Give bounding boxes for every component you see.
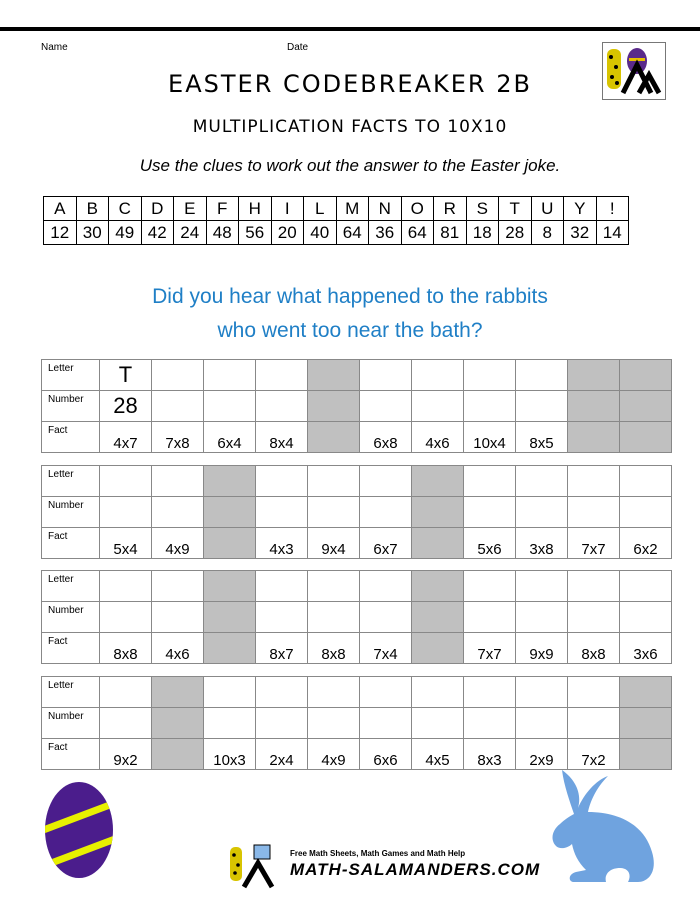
puzzle-fact-cell: 4x5 — [412, 739, 464, 770]
code-key-letter: R — [434, 197, 467, 221]
puzzle-number-cell[interactable] — [516, 708, 568, 739]
puzzle-number-cell[interactable] — [204, 708, 256, 739]
puzzle-grid — [41, 676, 672, 770]
puzzle-letter-cell[interactable] — [516, 677, 568, 708]
blank-space-cell — [204, 497, 256, 528]
puzzle-fact-cell: 4x7 — [100, 422, 152, 453]
puzzle-number-cell[interactable] — [464, 497, 516, 528]
puzzle-letter-cell[interactable] — [204, 677, 256, 708]
puzzle-letter-cell[interactable] — [620, 571, 672, 602]
puzzle-fact-cell: 4x6 — [412, 422, 464, 453]
row-label-fact: Fact — [42, 739, 100, 770]
code-key-letter: B — [76, 197, 109, 221]
code-key-number: 49 — [109, 221, 142, 245]
puzzle-fact-cell: 10x3 — [204, 739, 256, 770]
puzzle-letter-cell[interactable] — [360, 677, 412, 708]
code-key-letter: M — [336, 197, 369, 221]
code-key-number: 64 — [401, 221, 434, 245]
code-key-number: 8 — [531, 221, 564, 245]
puzzle-letter-cell[interactable] — [360, 466, 412, 497]
puzzle-number-cell[interactable] — [516, 497, 568, 528]
puzzle-letter-cell[interactable] — [100, 571, 152, 602]
puzzle-number-row — [42, 391, 672, 422]
row-label-letter: Letter — [42, 571, 100, 602]
blank-space-cell — [620, 422, 672, 453]
puzzle-letter-cell[interactable] — [464, 571, 516, 602]
puzzle-letter-row — [42, 571, 672, 602]
code-key-numbers-row — [44, 221, 629, 245]
puzzle-number-cell[interactable] — [360, 391, 412, 422]
puzzle-fact-cell: 8x7 — [256, 633, 308, 664]
puzzle-fact-cell: 6x6 — [360, 739, 412, 770]
puzzle-grid — [41, 570, 672, 664]
puzzle-number-cell[interactable] — [308, 497, 360, 528]
code-key-number: 24 — [174, 221, 207, 245]
puzzle-number-cell[interactable] — [152, 391, 204, 422]
blank-space-cell — [620, 708, 672, 739]
blank-space-cell — [620, 677, 672, 708]
puzzle-letter-cell[interactable] — [412, 360, 464, 391]
row-label-fact: Fact — [42, 528, 100, 559]
puzzle-fact-cell: 2x9 — [516, 739, 568, 770]
blank-space-cell — [412, 497, 464, 528]
puzzle-fact-cell: 10x4 — [464, 422, 516, 453]
puzzle-letter-cell[interactable] — [152, 466, 204, 497]
puzzle-letter-cell[interactable] — [100, 466, 152, 497]
code-key-letter: A — [44, 197, 77, 221]
puzzle-number-cell[interactable] — [256, 497, 308, 528]
code-key-letter: D — [141, 197, 174, 221]
date-label: Date — [287, 42, 309, 53]
blank-space-cell — [568, 391, 620, 422]
code-key-letter: S — [466, 197, 499, 221]
puzzle-fact-cell: 8x8 — [100, 633, 152, 664]
rabbit-silhouette-icon — [548, 768, 660, 891]
easter-egg-icon — [43, 780, 115, 885]
puzzle-number-cell[interactable] — [256, 708, 308, 739]
puzzle-number-row — [42, 497, 672, 528]
footer-logo — [228, 843, 288, 894]
puzzle-number-cell[interactable] — [464, 391, 516, 422]
puzzle-fact-cell: 8x3 — [464, 739, 516, 770]
code-key-number: 32 — [564, 221, 597, 245]
blank-space-cell — [152, 677, 204, 708]
puzzle-letter-row — [42, 466, 672, 497]
puzzle-letter-cell[interactable] — [516, 466, 568, 497]
puzzle-letter-cell[interactable] — [568, 571, 620, 602]
blank-space-cell — [568, 422, 620, 453]
code-key-letter: L — [304, 197, 337, 221]
puzzle-letter-cell[interactable] — [152, 571, 204, 602]
puzzle-fact-cell: 7x7 — [464, 633, 516, 664]
puzzle-number-cell[interactable] — [152, 497, 204, 528]
puzzle-letter-cell[interactable] — [516, 360, 568, 391]
puzzle-letter-cell[interactable] — [152, 360, 204, 391]
blank-space-cell — [308, 391, 360, 422]
puzzle-fact-cell: 9x2 — [100, 739, 152, 770]
puzzle-letter-cell[interactable] — [308, 571, 360, 602]
joke-question — [0, 280, 700, 348]
puzzle-letter-cell[interactable]: T — [100, 360, 152, 391]
code-key-letter: U — [531, 197, 564, 221]
puzzle-fact-cell: 7x7 — [568, 528, 620, 559]
page-title: EASTER CODEBREAKER 2B — [168, 70, 532, 98]
code-key-letter: ! — [596, 197, 629, 221]
puzzle-fact-cell: 3x8 — [516, 528, 568, 559]
code-key-number: 36 — [369, 221, 402, 245]
puzzle-number-cell[interactable]: 28 — [100, 391, 152, 422]
blank-space-cell — [412, 602, 464, 633]
blank-space-cell — [152, 708, 204, 739]
blank-space-cell — [620, 360, 672, 391]
code-key-letter: O — [401, 197, 434, 221]
puzzle-number-cell[interactable] — [568, 708, 620, 739]
puzzle-fact-cell: 4x6 — [152, 633, 204, 664]
code-key-number: 30 — [76, 221, 109, 245]
code-key-letters-row — [44, 197, 629, 221]
puzzle-letter-cell[interactable] — [256, 677, 308, 708]
blank-space-cell — [308, 422, 360, 453]
puzzle-fact-cell: 5x6 — [464, 528, 516, 559]
code-key-letter: N — [369, 197, 402, 221]
row-label-number: Number — [42, 708, 100, 739]
blank-space-cell — [308, 360, 360, 391]
code-key-table — [43, 196, 629, 245]
code-key-letter: T — [499, 197, 532, 221]
puzzle-grid — [41, 465, 672, 559]
puzzle-letter-cell[interactable] — [308, 677, 360, 708]
blank-space-cell — [204, 466, 256, 497]
puzzle-number-cell[interactable] — [152, 602, 204, 633]
puzzle-letter-cell[interactable] — [568, 466, 620, 497]
blank-space-cell — [620, 739, 672, 770]
joke-line-1: Did you hear what happened to the rabbits — [152, 285, 548, 308]
puzzle-number-cell[interactable] — [308, 602, 360, 633]
puzzle-fact-cell: 6x4 — [204, 422, 256, 453]
puzzle-fact-cell: 9x4 — [308, 528, 360, 559]
puzzle-fact-row — [42, 422, 672, 453]
puzzle-fact-cell: 5x4 — [100, 528, 152, 559]
code-key-number: 20 — [271, 221, 304, 245]
puzzle-letter-cell[interactable] — [100, 677, 152, 708]
row-label-number: Number — [42, 602, 100, 633]
puzzle-fact-cell: 8x4 — [256, 422, 308, 453]
puzzle-number-cell[interactable] — [360, 708, 412, 739]
code-key-letter: I — [271, 197, 304, 221]
code-key-letter: H — [239, 197, 272, 221]
blank-space-cell — [412, 528, 464, 559]
puzzle-number-row — [42, 708, 672, 739]
row-label-number: Number — [42, 391, 100, 422]
row-label-fact: Fact — [42, 633, 100, 664]
name-label: Name — [41, 42, 68, 53]
puzzle-number-cell[interactable] — [204, 391, 256, 422]
puzzle-number-cell[interactable] — [516, 391, 568, 422]
puzzle-number-cell[interactable] — [360, 497, 412, 528]
blank-space-cell — [568, 360, 620, 391]
blank-space-cell — [204, 602, 256, 633]
puzzle-fact-cell: 6x8 — [360, 422, 412, 453]
footer-site-link[interactable]: MATH-SALAMANDERS.COM — [290, 860, 541, 879]
puzzle-letter-cell[interactable] — [204, 360, 256, 391]
puzzle-number-cell[interactable] — [100, 602, 152, 633]
blank-space-cell — [204, 571, 256, 602]
puzzle-grid — [41, 359, 672, 453]
puzzle-fact-cell: 3x6 — [620, 633, 672, 664]
puzzle-fact-cell: 4x3 — [256, 528, 308, 559]
puzzle-fact-cell: 7x8 — [152, 422, 204, 453]
code-key-number: 14 — [596, 221, 629, 245]
puzzle-number-cell[interactable] — [464, 602, 516, 633]
puzzle-number-cell[interactable] — [568, 602, 620, 633]
puzzle-letter-cell[interactable] — [308, 466, 360, 497]
code-key-number: 64 — [336, 221, 369, 245]
puzzle-letter-cell[interactable] — [516, 571, 568, 602]
code-key-letter: F — [206, 197, 239, 221]
blank-space-cell — [412, 633, 464, 664]
puzzle-fact-cell: 4x9 — [152, 528, 204, 559]
puzzle-letter-cell[interactable] — [464, 677, 516, 708]
puzzle-fact-cell: 7x2 — [568, 739, 620, 770]
puzzle-fact-cell: 6x7 — [360, 528, 412, 559]
puzzle-letter-cell[interactable] — [256, 571, 308, 602]
code-key-number: 56 — [239, 221, 272, 245]
puzzle-number-cell[interactable] — [100, 708, 152, 739]
code-key-number: 42 — [141, 221, 174, 245]
puzzle-letter-cell[interactable] — [568, 677, 620, 708]
code-key-number: 28 — [499, 221, 532, 245]
puzzle-number-cell[interactable] — [620, 497, 672, 528]
puzzle-letter-row — [42, 360, 672, 391]
code-key-letter: C — [109, 197, 142, 221]
puzzle-letter-cell[interactable] — [360, 360, 412, 391]
page-subtitle: MULTIPLICATION FACTS TO 10X10 — [192, 117, 508, 137]
puzzle-fact-cell: 2x4 — [256, 739, 308, 770]
puzzle-letter-cell[interactable] — [464, 360, 516, 391]
puzzle-letter-cell[interactable] — [256, 360, 308, 391]
code-key-number: 48 — [206, 221, 239, 245]
row-label-number: Number — [42, 497, 100, 528]
row-label-letter: Letter — [42, 360, 100, 391]
puzzle-number-cell[interactable] — [412, 391, 464, 422]
code-key-letter: Y — [564, 197, 597, 221]
puzzle-number-cell[interactable] — [256, 391, 308, 422]
blank-space-cell — [204, 633, 256, 664]
puzzle-fact-row — [42, 528, 672, 559]
puzzle-fact-cell: 8x8 — [568, 633, 620, 664]
blank-space-cell — [412, 466, 464, 497]
puzzle-letter-cell[interactable] — [412, 677, 464, 708]
joke-line-2: who went too near the bath? — [217, 319, 483, 342]
puzzle-number-row — [42, 602, 672, 633]
puzzle-number-cell[interactable] — [308, 708, 360, 739]
puzzle-letter-cell[interactable] — [620, 466, 672, 497]
puzzle-fact-cell: 8x8 — [308, 633, 360, 664]
code-key-number: 18 — [466, 221, 499, 245]
puzzle-number-cell[interactable] — [620, 602, 672, 633]
blank-space-cell — [204, 528, 256, 559]
blank-space-cell — [620, 391, 672, 422]
puzzle-number-cell[interactable] — [412, 708, 464, 739]
instructions-text: Use the clues to work out the answer to the Easter joke. — [139, 156, 561, 175]
row-label-letter: Letter — [42, 677, 100, 708]
puzzle-number-cell[interactable] — [568, 497, 620, 528]
puzzle-fact-row — [42, 739, 672, 770]
row-label-fact: Fact — [42, 422, 100, 453]
code-key-letter: E — [174, 197, 207, 221]
row-label-letter: Letter — [42, 466, 100, 497]
puzzle-letter-cell[interactable] — [464, 466, 516, 497]
puzzle-fact-cell: 7x4 — [360, 633, 412, 664]
puzzle-number-cell[interactable] — [464, 708, 516, 739]
footer-tagline: Free Math Sheets, Math Games and Math Help — [290, 849, 466, 858]
code-key-number: 12 — [44, 221, 77, 245]
top-rule — [0, 27, 700, 31]
puzzle-fact-row — [42, 633, 672, 664]
puzzle-number-cell[interactable] — [256, 602, 308, 633]
code-key-number: 40 — [304, 221, 337, 245]
puzzle-fact-cell: 4x9 — [308, 739, 360, 770]
puzzle-letter-row — [42, 677, 672, 708]
blank-space-cell — [412, 571, 464, 602]
puzzle-fact-cell: 8x5 — [516, 422, 568, 453]
puzzle-letter-cell[interactable] — [360, 571, 412, 602]
blank-space-cell — [152, 739, 204, 770]
puzzle-fact-cell: 6x2 — [620, 528, 672, 559]
puzzle-fact-cell: 9x9 — [516, 633, 568, 664]
puzzle-letter-cell[interactable] — [256, 466, 308, 497]
puzzle-number-cell[interactable] — [360, 602, 412, 633]
puzzle-number-cell[interactable] — [100, 497, 152, 528]
puzzle-number-cell[interactable] — [516, 602, 568, 633]
code-key-number: 81 — [434, 221, 467, 245]
